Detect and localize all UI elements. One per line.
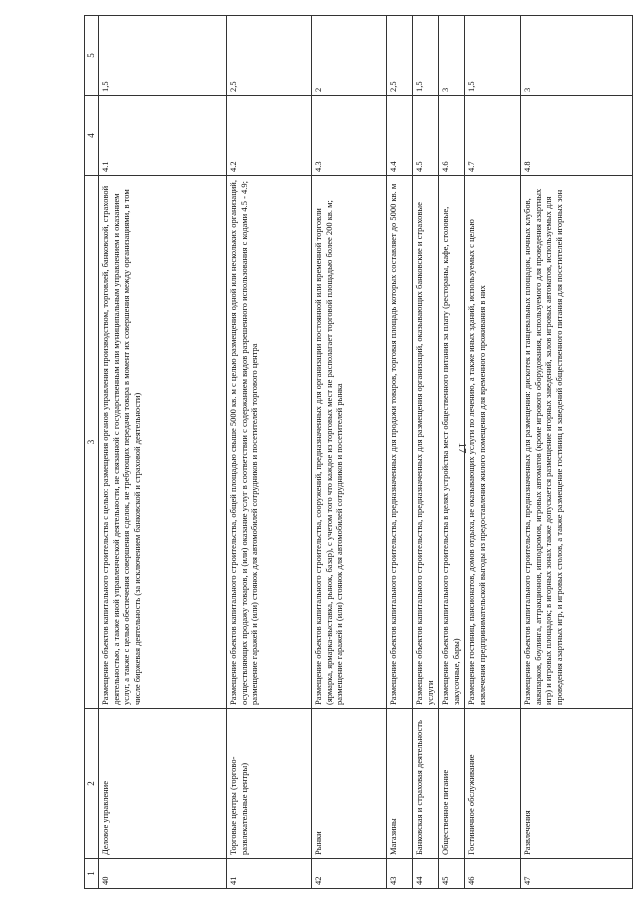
row-name: Деловое управление xyxy=(99,709,227,859)
row-description: Размещение объектов капитального строительства с целью: размещения органов управления производством, торговлей, банковской, страховой деятельностью, а также иной управленческой деятельности, не связанной с государственным или муниципальным управлением и оказанием услуг, а также с целью обеспечения совершения сделок, не требующих передачи товара в момент их совершения между организациями, в том числе биржевая деятельность (за исключением банковской и страховой деятельности) xyxy=(99,176,227,709)
row-number: 47 xyxy=(521,859,633,889)
row-value: 1,5 xyxy=(413,16,439,96)
row-description: Размещение гостиниц, пансионатов, домов отдыха, не оказывающих услуги по лечению, а также иных зданий, используемых с целью извлечения предпринимательской выгоды из предоставления жилого помещения для временного проживания в них xyxy=(465,176,521,709)
table-row xyxy=(413,16,439,889)
row-value: 2,5 xyxy=(227,16,312,96)
table-row xyxy=(227,16,312,889)
row-number: 42 xyxy=(312,859,387,889)
header-cell: 1 xyxy=(85,859,99,889)
row-code: 4.3 xyxy=(312,96,387,176)
row-number: 41 xyxy=(227,859,312,889)
row-code: 4.5 xyxy=(413,96,439,176)
row-code: 4.4 xyxy=(387,96,413,176)
row-number: 46 xyxy=(465,859,521,889)
table-row xyxy=(312,16,387,889)
row-description: Размещение объектов капитального строительства в целях устройства мест общественного питания за плату (рестораны, кафе, столовые, закусочные, бары) xyxy=(439,176,465,709)
row-value: 3 xyxy=(439,16,465,96)
row-code: 4.2 xyxy=(227,96,312,176)
header-cell: 4 xyxy=(85,96,99,176)
row-code: 4.6 xyxy=(439,96,465,176)
row-description: Размещение объектов капитального строительства, сооружений, предназначенных для организации постоянной или временной торговли (ярмарка, ярмарка-выставка, рынок, базар), с учетом того что каждое из торговых мест не располагает торговой площадью более 200 кв. м; размещение гаражей и (или) стоянок для автомобилей сотрудников и посетителей рынка xyxy=(312,176,387,709)
row-name: Рынки xyxy=(312,709,387,859)
row-name: Развлечения xyxy=(521,709,633,859)
header-cell: 5 xyxy=(85,16,99,96)
header-cell: 3 xyxy=(85,176,99,709)
header-cell: 2 xyxy=(85,709,99,859)
page-number: 17 xyxy=(456,442,468,454)
row-value: 1,5 xyxy=(465,16,521,96)
row-code: 4.8 xyxy=(521,96,633,176)
table-row xyxy=(521,16,633,889)
row-name: Банковская и страховая деятельность xyxy=(413,709,439,859)
land-use-table xyxy=(84,15,633,889)
row-name: Торговые центры (торгово-развлекательные центры) xyxy=(227,709,312,859)
row-description: Размещение объектов капитального строительства, предназначенных для размещения: дискотек и танцевальных площадок, ночных клубов, аквапарков, боулинга, аттракционов, ипподромов, игровых автоматов (кроме игрового оборудования, используемого для проведения азартных игр) и игровых площадок; в игорных зонах также допускается размещение игорных заведений, залов игровых автоматов, используемых для проведения азартных игр, и игровых столов, а также размещение гостиниц и заведений общественного питания для посетителей игорных зон xyxy=(521,176,633,709)
row-code: 4.1 xyxy=(99,96,227,176)
table-row xyxy=(387,16,413,889)
row-description: Размещение объектов капитального строительства, предназначенных для продажи товаров, торговая площадь которых составляет до 5000 кв. м xyxy=(387,176,413,709)
row-value: 3 xyxy=(521,16,633,96)
header-row xyxy=(85,16,99,889)
row-code: 4.7 xyxy=(465,96,521,176)
rotated-page xyxy=(84,16,628,889)
row-name: Магазины xyxy=(387,709,413,859)
row-number: 43 xyxy=(387,859,413,889)
row-number: 44 xyxy=(413,859,439,889)
row-value: 2 xyxy=(312,16,387,96)
row-description: Размещение объектов капитального строительства, предназначенных для размещения организаций, оказывающих банковские и страховые услуги xyxy=(413,176,439,709)
row-number: 45 xyxy=(439,859,465,889)
row-value: 2,5 xyxy=(387,16,413,96)
table-row xyxy=(465,16,521,889)
row-description: Размещение объектов капитального строительства, общей площадью свыше 5000 кв. м с целью размещения одной или нескольких организаций, осуществляющих продажу товаров, и (или) оказание услуг в соответствии с содержанием видов разрешенного использования с кодами 4.5 - 4.9; размещение гаражей и (или) стоянок для автомобилей сотрудников и посетителей торгового центра xyxy=(227,176,312,709)
row-number: 40 xyxy=(99,859,227,889)
table-row xyxy=(99,16,227,889)
row-name: Гостиничное обслуживание xyxy=(465,709,521,859)
row-name: Общественное питание xyxy=(439,709,465,859)
table-row xyxy=(439,16,465,889)
row-value: 1,5 xyxy=(99,16,227,96)
